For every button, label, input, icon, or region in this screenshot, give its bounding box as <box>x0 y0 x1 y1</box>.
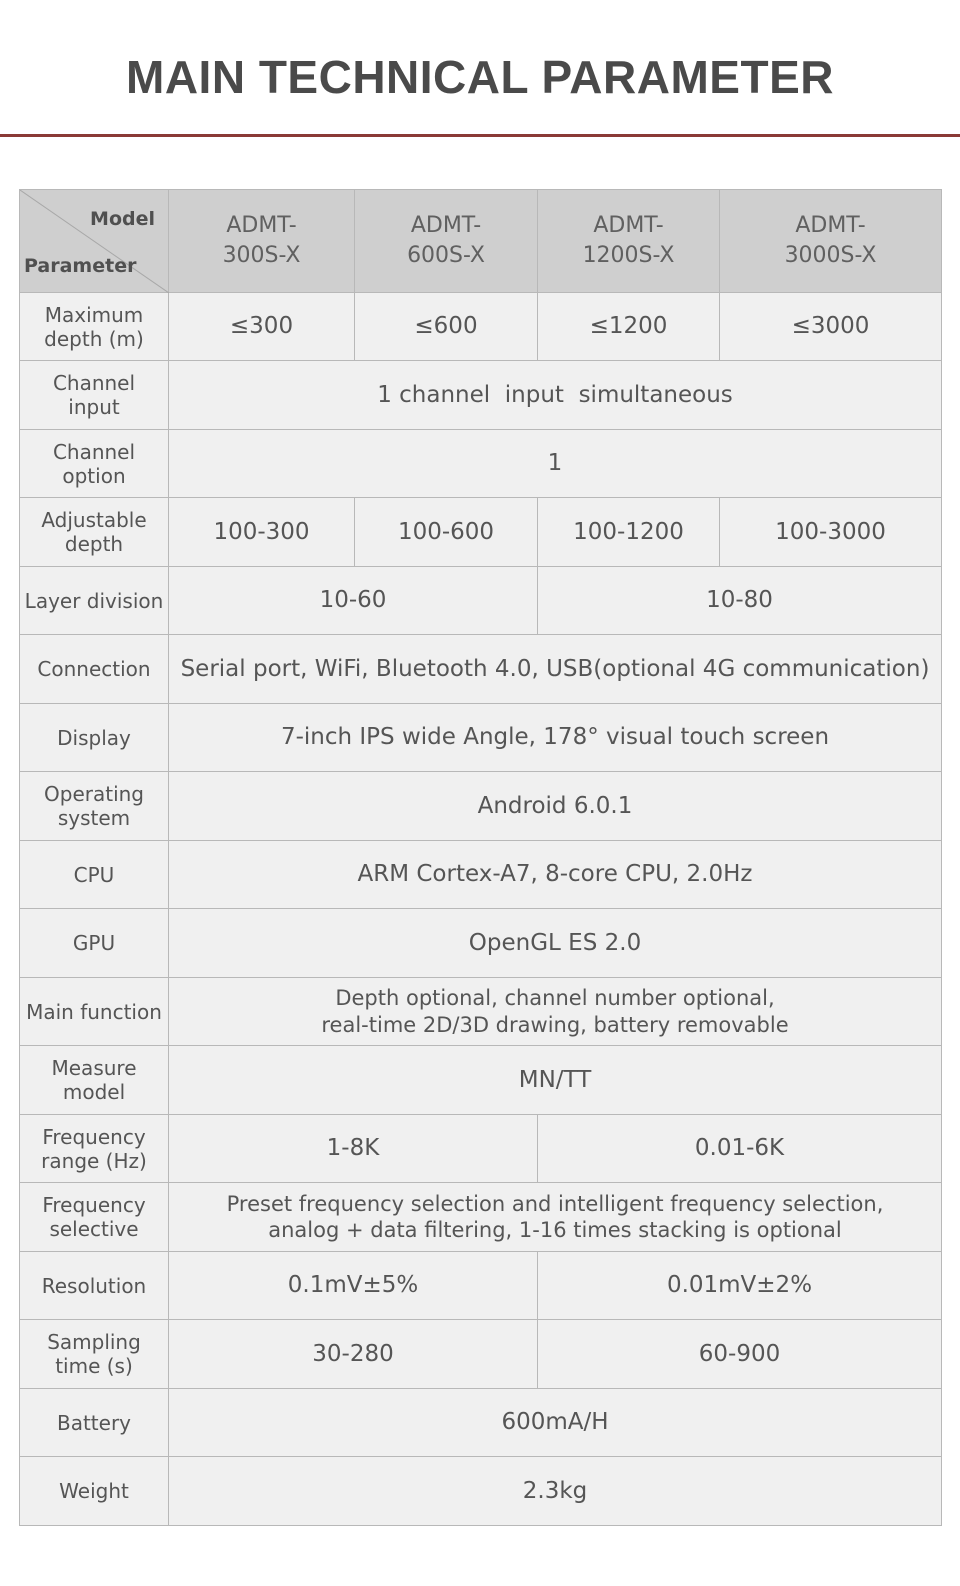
value-cell: ≤1200 <box>538 293 720 361</box>
value-cell: 1 <box>169 430 942 498</box>
value-cell: 100-1200 <box>538 498 720 567</box>
value-cell <box>169 1183 942 1252</box>
value-cell: 1-8K <box>169 1115 538 1183</box>
table-row <box>20 361 942 430</box>
param-label-line1: Maximum <box>44 302 144 327</box>
page-title: MAIN TECHNICAL PARAMETER <box>126 51 834 103</box>
param-label-cell <box>20 772 169 841</box>
value-cell: OpenGL ES 2.0 <box>169 909 942 978</box>
value-cell: 0.01-6K <box>538 1115 942 1183</box>
value-cell: ARM Cortex-A7, 8-core CPU, 2.0Hz <box>169 841 942 909</box>
table-row <box>20 978 942 1046</box>
param-label-cell: Main function <box>20 978 169 1046</box>
header-corner-cell <box>20 190 169 293</box>
model-name-line2: 1200S-X <box>582 243 675 268</box>
value-cell: MN/TT <box>169 1046 942 1115</box>
model-name-line2: 3000S-X <box>784 243 877 268</box>
value-cell: ≤600 <box>355 293 538 361</box>
param-label-cell: Weight <box>20 1457 169 1526</box>
value-cell: 7-inch IPS wide Angle, 178° visual touch screen <box>169 704 942 772</box>
spec-table <box>19 189 942 1526</box>
value-cell: 600mA/H <box>169 1389 942 1457</box>
value-cell: 0.01mV±2% <box>538 1252 942 1320</box>
value-cell: Android 6.0.1 <box>169 772 942 841</box>
table-row <box>20 704 942 772</box>
table-row <box>20 1320 942 1389</box>
value-line2: analog + data filtering, 1-16 times stacking is optional <box>268 1218 842 1242</box>
table-row <box>20 841 942 909</box>
model-name-line1: ADMT- <box>795 213 866 239</box>
param-label-cell: Resolution <box>20 1252 169 1320</box>
value-cell: 100-3000 <box>720 498 942 567</box>
value-cell: 60-900 <box>538 1320 942 1389</box>
param-label-line2: depth <box>64 532 124 556</box>
param-label-line1: Channel <box>52 371 136 395</box>
table-row <box>20 567 942 635</box>
table-row <box>20 909 942 978</box>
table-row <box>20 1457 942 1526</box>
param-label-line2: range (Hz) <box>41 1148 147 1173</box>
param-label-line2: selective <box>49 1217 139 1241</box>
table-row <box>20 1252 942 1320</box>
model-header-cell <box>169 190 355 293</box>
table-row <box>20 1046 942 1115</box>
table-row <box>20 1115 942 1183</box>
param-label-line1: Adjustable <box>41 508 147 532</box>
param-label-cell: CPU <box>20 841 169 909</box>
param-label-line1: Sampling <box>47 1330 141 1354</box>
value-cell: 10-80 <box>538 567 942 635</box>
model-header-cell <box>355 190 538 293</box>
model-name-line2: 600S-X <box>407 243 485 268</box>
table-row <box>20 498 942 567</box>
param-label-line1: Channel <box>52 439 136 464</box>
table-header-row <box>20 190 942 293</box>
param-label-cell <box>20 430 169 498</box>
value-cell: 30-280 <box>169 1320 538 1389</box>
param-label-cell <box>20 1183 169 1252</box>
value-cell: 1 channel input simultaneous <box>169 361 942 430</box>
table-row <box>20 772 942 841</box>
title-divider <box>0 134 960 137</box>
param-label-cell <box>20 1115 169 1183</box>
model-header-cell <box>720 190 942 293</box>
param-label-cell: GPU <box>20 909 169 978</box>
value-cell: 100-600 <box>355 498 538 567</box>
param-label-cell <box>20 498 169 567</box>
table-row <box>20 1389 942 1457</box>
model-name-line2: 300S-X <box>222 243 301 268</box>
value-cell: 100-300 <box>169 498 355 567</box>
value-cell <box>169 978 942 1046</box>
table-row <box>20 635 942 704</box>
value-cell: Serial port, WiFi, Bluetooth 4.0, USB(optional 4G communication) <box>169 635 942 704</box>
table-row <box>20 1183 942 1252</box>
value-cell: 0.1mV±5% <box>169 1252 538 1320</box>
value-cell: 2.3kg <box>169 1457 942 1526</box>
param-label-cell: Layer division <box>20 567 169 635</box>
param-label-cell: Display <box>20 704 169 772</box>
model-name-line1: ADMT- <box>226 213 297 239</box>
param-label-cell: Connection <box>20 635 169 704</box>
param-label-cell <box>20 1320 169 1389</box>
value-line1: Preset frequency selection and intelligent frequency selection, <box>226 1191 884 1216</box>
value-cell: 10-60 <box>169 567 538 635</box>
model-header-cell <box>538 190 720 293</box>
table-row <box>20 293 942 361</box>
param-label-cell <box>20 1046 169 1115</box>
param-label-line1: Measure <box>51 1056 137 1080</box>
value-line1: Depth optional, channel number optional, <box>335 986 775 1011</box>
param-label-line1: Frequency <box>42 1124 146 1149</box>
model-name-line1: ADMT- <box>410 213 482 239</box>
value-cell: ≤300 <box>169 293 355 361</box>
value-cell: ≤3000 <box>720 293 942 361</box>
param-label-line2: time (s) <box>55 1354 133 1378</box>
value-line2: real-time 2D/3D drawing, battery removable <box>321 1012 789 1037</box>
parameter-label: Parameter <box>24 255 137 278</box>
param-label-cell <box>20 293 169 361</box>
param-label-line2: system <box>57 806 131 830</box>
table-row <box>20 430 942 498</box>
param-label-line2: depth (m) <box>44 326 144 351</box>
param-label-cell <box>20 361 169 430</box>
model-name-line1: ADMT- <box>593 213 664 239</box>
param-label-cell: Battery <box>20 1389 169 1457</box>
param-label-line2: option <box>62 463 126 488</box>
param-label-line1: Frequency <box>42 1193 146 1217</box>
param-label-line2: input <box>68 395 120 419</box>
param-label-line2: model <box>62 1080 126 1104</box>
param-label-line1: Operating <box>44 782 144 806</box>
model-label: Model <box>90 208 155 230</box>
